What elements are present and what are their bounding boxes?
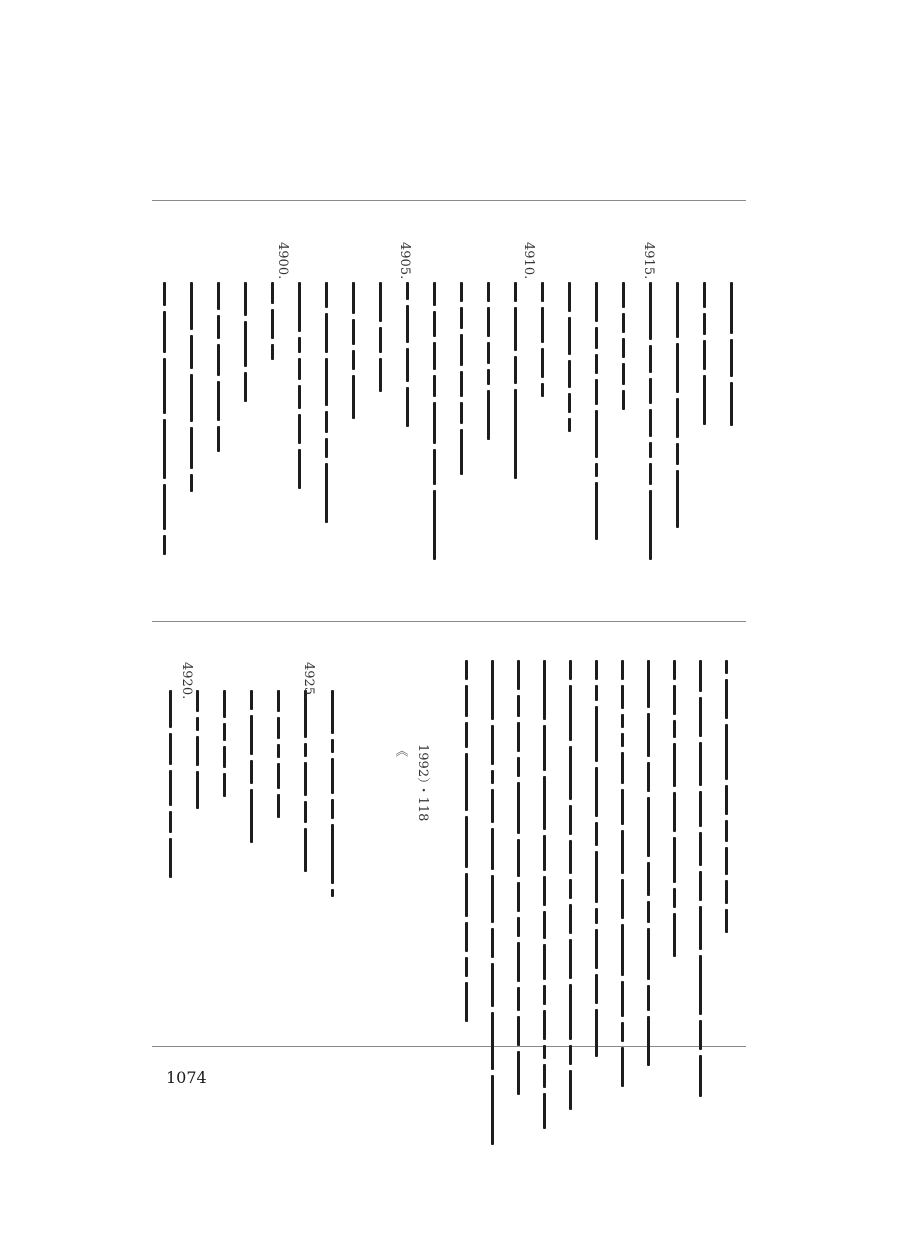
line-number: 4905. bbox=[397, 242, 412, 280]
script-word bbox=[508, 1051, 528, 1098]
script-word bbox=[456, 753, 476, 814]
top-divider bbox=[152, 200, 746, 201]
script-word bbox=[667, 343, 687, 396]
script-word bbox=[505, 356, 525, 387]
script-word bbox=[160, 770, 180, 809]
line-number: 4925. bbox=[301, 662, 316, 700]
script-word bbox=[268, 717, 288, 742]
script-word bbox=[534, 911, 554, 942]
script-word bbox=[638, 1016, 658, 1069]
script-word bbox=[638, 713, 658, 760]
script-word bbox=[560, 1045, 580, 1068]
script-word bbox=[268, 794, 288, 821]
script-word bbox=[534, 1010, 554, 1043]
script-word bbox=[690, 906, 710, 953]
script-word bbox=[586, 767, 606, 820]
script-word bbox=[508, 782, 528, 837]
script-word bbox=[534, 985, 554, 1008]
script-word bbox=[613, 363, 633, 388]
script-word bbox=[424, 342, 444, 373]
script-word bbox=[664, 837, 684, 886]
script-word bbox=[560, 746, 580, 803]
script-word bbox=[638, 660, 658, 711]
script-word bbox=[638, 762, 658, 795]
citation: 1992）・118 bbox=[415, 744, 430, 822]
script-word bbox=[508, 917, 528, 940]
script-word bbox=[586, 685, 606, 704]
script-word bbox=[214, 773, 234, 800]
script-word bbox=[322, 690, 342, 737]
line-number: 4900. bbox=[275, 242, 290, 280]
script-word bbox=[289, 282, 309, 335]
script-word bbox=[612, 924, 632, 979]
script-word bbox=[532, 307, 552, 346]
script-word bbox=[534, 835, 554, 874]
script-word bbox=[612, 830, 632, 877]
script-word bbox=[612, 752, 632, 787]
script-word bbox=[154, 484, 174, 533]
script-word bbox=[586, 851, 606, 906]
script-word bbox=[370, 327, 390, 356]
script-word bbox=[586, 379, 606, 408]
script-word bbox=[160, 838, 180, 881]
script-word bbox=[478, 390, 498, 443]
citation-title: 《 bbox=[393, 744, 408, 758]
script-word bbox=[640, 345, 660, 376]
script-word bbox=[716, 679, 736, 722]
script-word bbox=[482, 828, 502, 873]
script-word bbox=[322, 824, 342, 887]
script-word bbox=[397, 348, 417, 385]
script-word bbox=[160, 733, 180, 768]
script-word bbox=[235, 372, 255, 405]
script-word bbox=[451, 371, 471, 400]
script-word bbox=[664, 913, 684, 960]
script-word bbox=[534, 725, 554, 774]
script-word bbox=[187, 736, 207, 769]
script-word bbox=[586, 327, 606, 352]
script-word bbox=[690, 1020, 710, 1053]
script-word bbox=[289, 414, 309, 447]
script-word bbox=[187, 717, 207, 734]
script-word bbox=[534, 944, 554, 983]
script-word bbox=[482, 1012, 502, 1073]
script-word bbox=[694, 340, 714, 373]
script-word bbox=[241, 690, 261, 713]
script-word bbox=[508, 987, 528, 1014]
script-word bbox=[508, 722, 528, 755]
script-word bbox=[664, 720, 684, 741]
script-word bbox=[343, 319, 363, 348]
script-word bbox=[289, 358, 309, 383]
script-word bbox=[316, 282, 336, 311]
script-word bbox=[268, 763, 288, 792]
script-word bbox=[154, 358, 174, 417]
script-word bbox=[638, 862, 658, 899]
script-word bbox=[638, 985, 658, 1014]
script-word bbox=[208, 381, 228, 424]
script-word bbox=[612, 733, 632, 750]
script-word bbox=[451, 402, 471, 427]
script-word bbox=[664, 685, 684, 718]
script-word bbox=[505, 389, 525, 482]
script-word bbox=[482, 928, 502, 961]
script-word bbox=[295, 743, 315, 760]
script-word bbox=[508, 1016, 528, 1049]
script-word bbox=[560, 984, 580, 1043]
script-word bbox=[316, 463, 336, 526]
script-word bbox=[613, 313, 633, 336]
script-word bbox=[560, 939, 580, 982]
script-word bbox=[586, 908, 606, 927]
script-word bbox=[532, 383, 552, 400]
script-word bbox=[160, 690, 180, 731]
script-word bbox=[716, 820, 736, 845]
script-word bbox=[638, 928, 658, 983]
script-word bbox=[478, 342, 498, 367]
script-word bbox=[664, 660, 684, 683]
script-word bbox=[424, 449, 444, 488]
script-word bbox=[343, 350, 363, 373]
script-word bbox=[508, 695, 528, 720]
script-word bbox=[638, 797, 658, 860]
script-word bbox=[586, 660, 606, 683]
line-number: 4920. bbox=[179, 662, 194, 700]
script-word bbox=[586, 929, 606, 972]
script-word bbox=[721, 339, 741, 380]
script-word bbox=[451, 307, 471, 332]
script-word bbox=[612, 1022, 632, 1045]
script-word bbox=[638, 901, 658, 926]
script-word bbox=[640, 490, 660, 563]
script-word bbox=[289, 337, 309, 356]
script-word bbox=[478, 369, 498, 388]
script-word bbox=[322, 758, 342, 797]
script-word bbox=[154, 282, 174, 309]
script-word bbox=[586, 482, 606, 543]
script-word bbox=[262, 282, 282, 307]
script-word bbox=[397, 305, 417, 346]
script-word bbox=[397, 387, 417, 430]
script-word bbox=[208, 282, 228, 313]
script-word bbox=[716, 880, 736, 907]
script-word bbox=[640, 442, 660, 461]
script-word bbox=[451, 429, 471, 478]
script-word bbox=[586, 974, 606, 1007]
script-word bbox=[456, 922, 476, 955]
script-word bbox=[505, 282, 525, 305]
script-word bbox=[456, 660, 476, 683]
script-word bbox=[316, 358, 336, 409]
script-word bbox=[586, 822, 606, 849]
script-word bbox=[456, 982, 476, 1025]
script-word bbox=[612, 1047, 632, 1090]
script-word bbox=[478, 282, 498, 305]
script-word bbox=[482, 875, 502, 926]
script-word bbox=[482, 789, 502, 826]
script-word bbox=[482, 1075, 502, 1148]
script-word bbox=[262, 309, 282, 342]
script-word bbox=[560, 805, 580, 838]
script-word bbox=[343, 282, 363, 317]
script-word bbox=[424, 402, 444, 447]
script-word bbox=[716, 724, 736, 783]
script-word bbox=[690, 791, 710, 830]
script-word bbox=[612, 789, 632, 828]
script-word bbox=[613, 390, 633, 413]
script-word bbox=[316, 438, 336, 461]
script-word bbox=[612, 660, 632, 683]
script-word bbox=[214, 690, 234, 721]
script-word bbox=[214, 746, 234, 771]
script-word bbox=[586, 1009, 606, 1060]
script-word bbox=[586, 706, 606, 765]
script-word bbox=[640, 378, 660, 407]
script-word bbox=[235, 321, 255, 370]
script-word bbox=[208, 315, 228, 342]
script-word bbox=[559, 360, 579, 391]
script-word bbox=[559, 418, 579, 435]
script-word bbox=[241, 715, 261, 758]
script-word bbox=[640, 282, 660, 343]
script-word bbox=[295, 801, 315, 826]
script-word bbox=[534, 1064, 554, 1091]
script-word bbox=[694, 282, 714, 311]
script-word bbox=[560, 660, 580, 683]
script-word bbox=[456, 816, 476, 871]
script-word bbox=[397, 282, 417, 303]
script-word bbox=[235, 282, 255, 319]
script-word bbox=[664, 792, 684, 835]
script-word bbox=[508, 882, 528, 915]
script-word bbox=[690, 660, 710, 695]
script-word bbox=[690, 697, 710, 740]
script-word bbox=[478, 307, 498, 340]
script-word bbox=[534, 1045, 554, 1062]
script-word bbox=[721, 382, 741, 429]
script-word bbox=[612, 981, 632, 1020]
script-word bbox=[456, 957, 476, 980]
script-word bbox=[482, 963, 502, 1010]
script-word bbox=[690, 955, 710, 1018]
script-word bbox=[214, 723, 234, 744]
script-word bbox=[181, 335, 201, 372]
script-word bbox=[295, 828, 315, 875]
script-word bbox=[613, 338, 633, 361]
script-word bbox=[181, 427, 201, 472]
script-word bbox=[559, 393, 579, 416]
script-word bbox=[424, 490, 444, 563]
script-word bbox=[690, 832, 710, 869]
script-word bbox=[322, 889, 342, 900]
script-word bbox=[424, 375, 444, 400]
script-word bbox=[241, 789, 261, 846]
script-word bbox=[694, 375, 714, 428]
line-number: 4915. bbox=[641, 242, 656, 280]
script-word bbox=[612, 879, 632, 922]
script-word bbox=[451, 334, 471, 369]
script-word bbox=[262, 344, 282, 363]
script-word bbox=[181, 282, 201, 333]
script-word bbox=[505, 307, 525, 354]
script-word bbox=[241, 760, 261, 787]
script-word bbox=[640, 463, 660, 488]
script-word bbox=[154, 419, 174, 482]
script-word bbox=[160, 811, 180, 836]
script-word bbox=[716, 660, 736, 677]
page-number: 1074 bbox=[166, 1068, 207, 1087]
script-word bbox=[721, 282, 741, 337]
script-word bbox=[482, 725, 502, 768]
script-word bbox=[456, 685, 476, 720]
script-word bbox=[208, 344, 228, 379]
script-word bbox=[716, 909, 736, 936]
script-word bbox=[316, 411, 336, 436]
script-word bbox=[534, 660, 554, 723]
script-word bbox=[187, 771, 207, 812]
script-word bbox=[424, 282, 444, 309]
script-word bbox=[482, 660, 502, 723]
script-word bbox=[289, 385, 309, 412]
script-word bbox=[508, 942, 528, 985]
script-word bbox=[613, 282, 633, 311]
script-word bbox=[667, 398, 687, 441]
script-word bbox=[268, 744, 288, 761]
script-word bbox=[560, 685, 580, 744]
script-word bbox=[534, 1093, 554, 1132]
script-word bbox=[532, 348, 552, 381]
script-word bbox=[586, 354, 606, 377]
script-word bbox=[690, 871, 710, 904]
script-word bbox=[268, 690, 288, 715]
script-word bbox=[586, 282, 606, 325]
script-word bbox=[456, 873, 476, 920]
script-word bbox=[181, 374, 201, 425]
script-word bbox=[154, 535, 174, 558]
script-word bbox=[612, 714, 632, 731]
script-word bbox=[664, 888, 684, 911]
script-word bbox=[508, 660, 528, 693]
script-word bbox=[370, 358, 390, 395]
script-word bbox=[716, 785, 736, 818]
script-word bbox=[208, 426, 228, 455]
middle-divider bbox=[152, 621, 746, 622]
script-word bbox=[560, 840, 580, 877]
script-word bbox=[322, 799, 342, 822]
script-word bbox=[295, 762, 315, 799]
script-word bbox=[532, 282, 552, 305]
script-word bbox=[690, 1055, 710, 1100]
script-word bbox=[667, 443, 687, 468]
script-word bbox=[690, 742, 710, 789]
script-word bbox=[586, 410, 606, 461]
script-word bbox=[694, 313, 714, 338]
script-word bbox=[154, 311, 174, 356]
script-word bbox=[640, 409, 660, 440]
script-word bbox=[559, 317, 579, 358]
script-word bbox=[534, 876, 554, 909]
script-word bbox=[316, 313, 336, 356]
script-word bbox=[586, 463, 606, 480]
script-word bbox=[482, 770, 502, 787]
script-word bbox=[560, 879, 580, 902]
script-word bbox=[560, 1070, 580, 1113]
script-word bbox=[289, 449, 309, 492]
script-word bbox=[508, 839, 528, 880]
script-word bbox=[534, 776, 554, 833]
script-word bbox=[612, 685, 632, 712]
line-number: 4910. bbox=[521, 242, 536, 280]
script-word bbox=[456, 722, 476, 751]
script-word bbox=[664, 743, 684, 790]
script-word bbox=[322, 739, 342, 756]
script-word bbox=[667, 282, 687, 341]
script-word bbox=[560, 904, 580, 937]
script-word bbox=[343, 375, 363, 422]
script-word bbox=[451, 282, 471, 305]
script-word bbox=[370, 282, 390, 325]
script-word bbox=[181, 474, 201, 495]
script-word bbox=[508, 757, 528, 780]
script-word bbox=[424, 311, 444, 340]
script-word bbox=[559, 282, 579, 315]
script-word bbox=[667, 470, 687, 531]
script-word bbox=[716, 847, 736, 878]
